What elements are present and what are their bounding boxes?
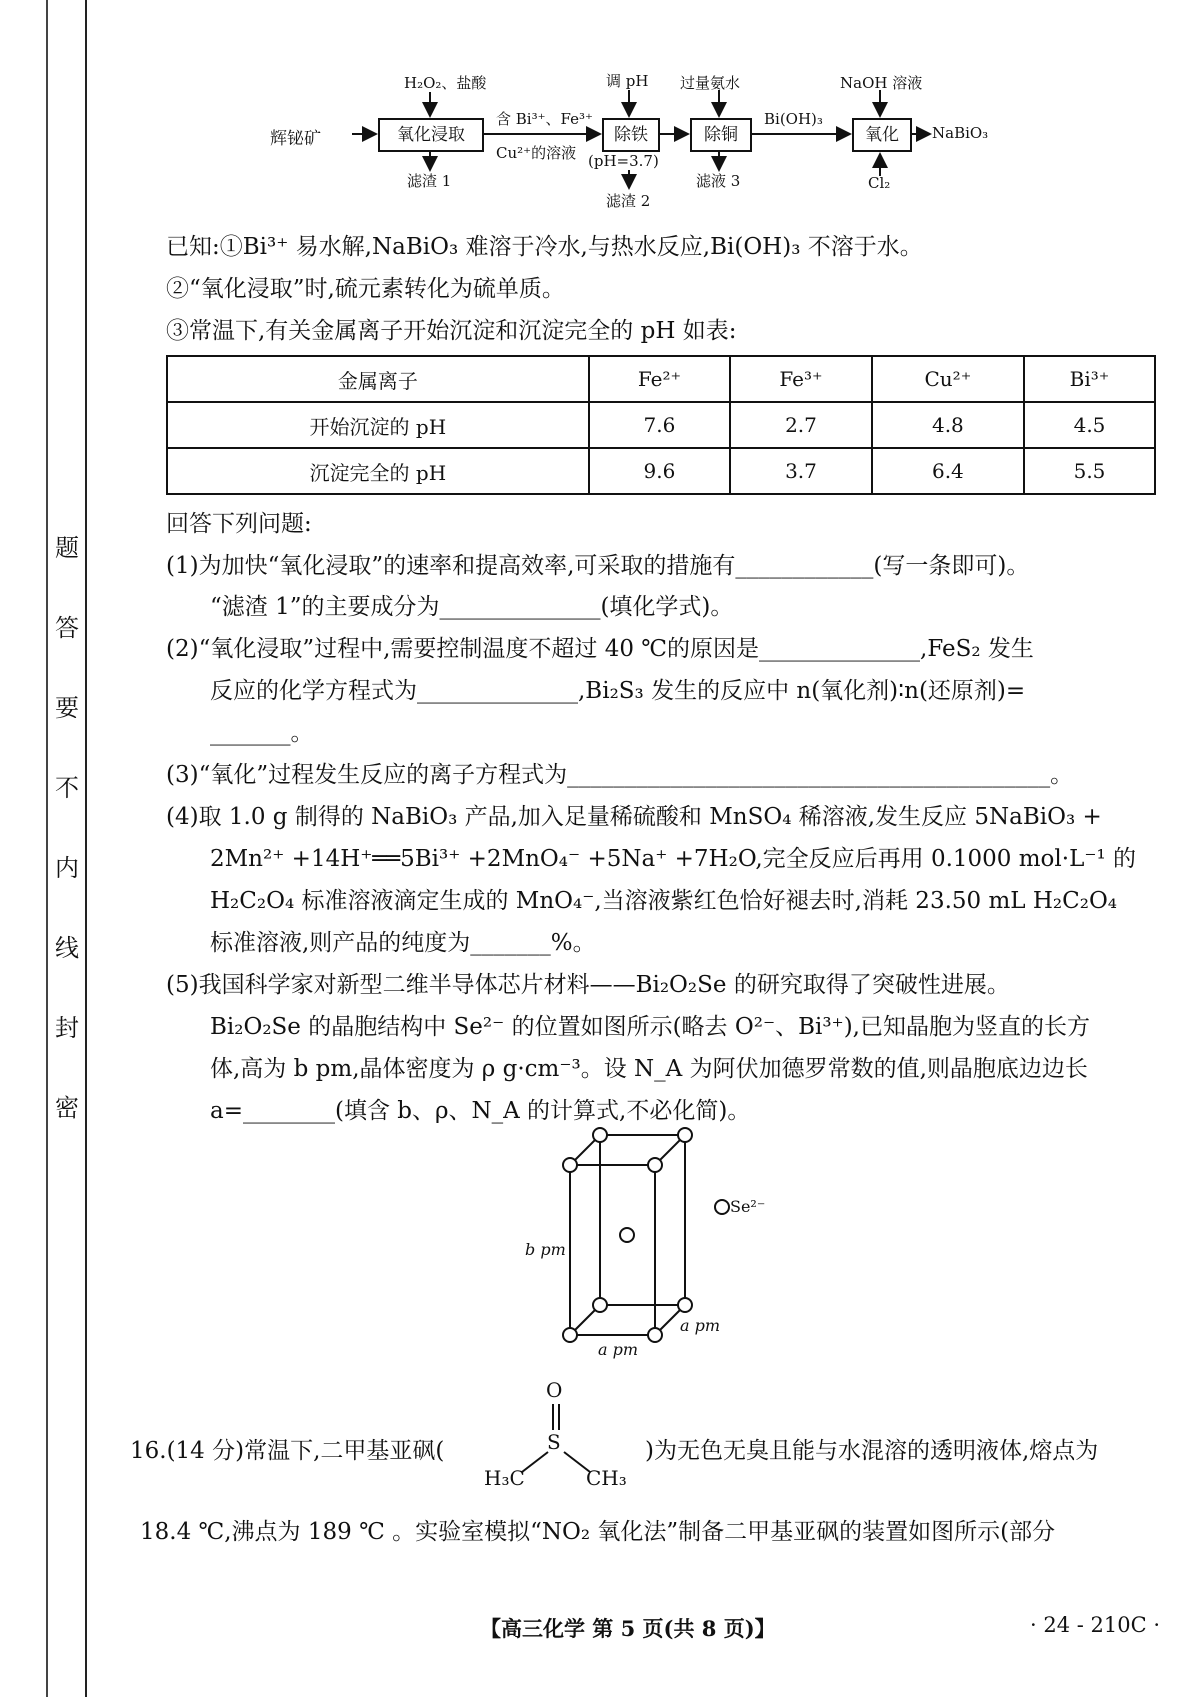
flow-step-oxidation: 氧化 xyxy=(852,118,912,152)
flow-reagent-4: NaOH 溶液 xyxy=(840,74,923,92)
flow-step-remove-iron: 除铁 xyxy=(602,118,660,152)
question-4c: H₂C₂O₄ 标准溶液滴定生成的 MnO₄⁻,当溶液紫红色恰好褪去时,消耗 23.50 mL H₂C₂O₄ xyxy=(210,888,1118,914)
questions-intro: 回答下列问题: xyxy=(166,511,312,537)
flow-waste-1: 滤渣 1 xyxy=(407,172,452,190)
table-header-cell: Fe³⁺ xyxy=(730,356,872,402)
table-cell: 9.6 xyxy=(589,448,731,494)
margin-edge-line xyxy=(46,0,48,1697)
flow-reagent-1: H₂O₂、盐酸 xyxy=(404,74,487,92)
dmso-structure xyxy=(480,1378,630,1488)
question-1b: “滤渣 1”的主要成分为______________(填化学式)。 xyxy=(210,594,734,620)
margin-char: 密 xyxy=(55,1094,79,1122)
table-header-cell: Bi³⁺ xyxy=(1024,356,1155,402)
flow-reagent-4b: Cl₂ xyxy=(868,174,891,192)
margin-char: 内 xyxy=(55,854,79,882)
margin-char: 要 xyxy=(55,694,79,722)
flow-product: NaBiO₃ xyxy=(932,124,989,142)
question-5b: Bi₂O₂Se 的晶胞结构中 Se²⁻ 的位置如图所示(略去 O²⁻、Bi³⁺),已知晶胞为竖直的长方 xyxy=(210,1014,1090,1040)
group-ch3-right: CH₃ xyxy=(586,1466,627,1490)
flow-solution-label: 含 Bi³⁺、Fe³⁺ xyxy=(496,110,593,128)
question-4d: 标准溶液,则产品的纯度为_______%。 xyxy=(210,930,596,956)
table-header-cell: Cu²⁺ xyxy=(872,356,1024,402)
question-5a: (5)我国科学家对新型二维半导体芯片材料——Bi₂O₂Se 的研究取得了突破性进展。 xyxy=(166,972,1010,998)
table-row xyxy=(167,402,1155,448)
table-cell: 2.7 xyxy=(730,402,872,448)
flow-ore: 辉铋矿 xyxy=(270,129,321,149)
table-cell: 5.5 xyxy=(1024,448,1155,494)
table-cell: 7.6 xyxy=(589,402,731,448)
question-3: (3)“氧化”过程发生反应的离子方程式为__________________________________________。 xyxy=(166,762,1074,788)
margin-char: 答 xyxy=(55,614,79,642)
question-16-line1b: )为无色无臭且能与水混溶的透明液体,熔点为 xyxy=(645,1438,1099,1464)
table-row xyxy=(167,448,1155,494)
group-ch3-left: H₃C xyxy=(484,1466,525,1490)
flow-step-oxidative-leaching: 氧化浸取 xyxy=(378,118,484,152)
question-2a: (2)“氧化浸取”过程中,需要控制温度不超过 40 ℃的原因是______________,FeS₂ 发生 xyxy=(166,636,1034,662)
table-cell: 开始沉淀的 pH xyxy=(167,402,589,448)
bottom-edge-label: a pm xyxy=(598,1340,639,1359)
binding-line xyxy=(85,0,87,1697)
table-header-cell: 金属离子 xyxy=(167,356,589,402)
margin-char: 题 xyxy=(55,534,79,562)
known-1: 已知:①Bi³⁺ 易水解,NaBiO₃ 难溶于冷水,与热水反应,Bi(OH)₃ 不溶于水。 xyxy=(166,234,923,260)
page-footer: 【高三化学 第 5 页(共 8 页)】 xyxy=(480,1616,776,1641)
question-1a: (1)为加快“氧化浸取”的速率和提高效率,可采取的措施有____________(写一条即可)。 xyxy=(166,553,1030,579)
flow-waste-2: 滤渣 2 xyxy=(606,192,651,210)
flow-solution-label-2: Cu²⁺的溶液 xyxy=(496,144,577,162)
table-cell: 4.8 xyxy=(872,402,1024,448)
paper-code: · 24 - 210C · xyxy=(1030,1613,1161,1637)
question-4a: (4)取 1.0 g 制得的 NaBiO₃ 产品,加入足量稀硫酸和 MnSO₄ 稀溶液,发生反应 5NaBiO₃ + xyxy=(166,804,1102,830)
flow-ph-adjust: 调 pH xyxy=(606,72,649,90)
flow-step-remove-copper: 除铜 xyxy=(690,118,752,152)
question-16-line1a: 16.(14 分)常温下,二甲基亚砜( xyxy=(130,1438,445,1464)
question-16-line2: 18.4 ℃,沸点为 189 ℃ 。实验室模拟“NO₂ 氧化法”制备二甲基亚砜的装置如图所示(部分 xyxy=(140,1519,1056,1545)
table-row xyxy=(167,356,1155,402)
flow-intermediate: Bi(OH)₃ xyxy=(764,110,823,128)
table-cell: 3.7 xyxy=(730,448,872,494)
margin-char: 不 xyxy=(55,774,79,802)
margin-char: 线 xyxy=(55,934,79,962)
question-5d: a=________(填含 b、ρ、N_A 的计算式,不必化简)。 xyxy=(210,1098,751,1124)
table-cell: 沉淀完全的 pH xyxy=(167,448,589,494)
flow-reagent-3: 过量氨水 xyxy=(680,74,741,92)
atom-s: S xyxy=(547,1430,561,1454)
atom-o: O xyxy=(546,1378,563,1402)
height-label: b pm xyxy=(525,1240,566,1259)
known-2: ②“氧化浸取”时,硫元素转化为硫单质。 xyxy=(166,276,565,302)
question-2c: _______。 xyxy=(210,720,314,746)
ph-table xyxy=(166,355,1156,495)
question-2b: 反应的化学方程式为______________,Bi₂S₃ 发生的反应中 n(氧化剂)∶n(还原剂)= xyxy=(210,678,1026,704)
process-flowchart xyxy=(270,70,1020,230)
table-cell: 4.5 xyxy=(1024,402,1155,448)
legend-se-label: Se²⁻ xyxy=(730,1197,766,1216)
flow-ph-value: (pH=3.7) xyxy=(588,152,659,170)
flow-waste-3: 滤液 3 xyxy=(696,172,741,190)
margin-char: 封 xyxy=(55,1014,79,1042)
question-5c: 体,高为 b pm,晶体密度为 ρ g·cm⁻³。设 N_A 为阿伏加德罗常数的值,则晶胞底边边长 xyxy=(210,1056,1088,1082)
question-4b: 2Mn²⁺ +14H⁺══5Bi³⁺ +2MnO₄⁻ +5Na⁺ +7H₂O,完全反应后再用 0.1000 mol·L⁻¹ 的 xyxy=(210,846,1137,872)
side-edge-label: a pm xyxy=(680,1316,721,1335)
table-cell: 6.4 xyxy=(872,448,1024,494)
table-header-cell: Fe²⁺ xyxy=(589,356,731,402)
known-3: ③常温下,有关金属离子开始沉淀和沉淀完全的 pH 如表: xyxy=(166,318,737,344)
